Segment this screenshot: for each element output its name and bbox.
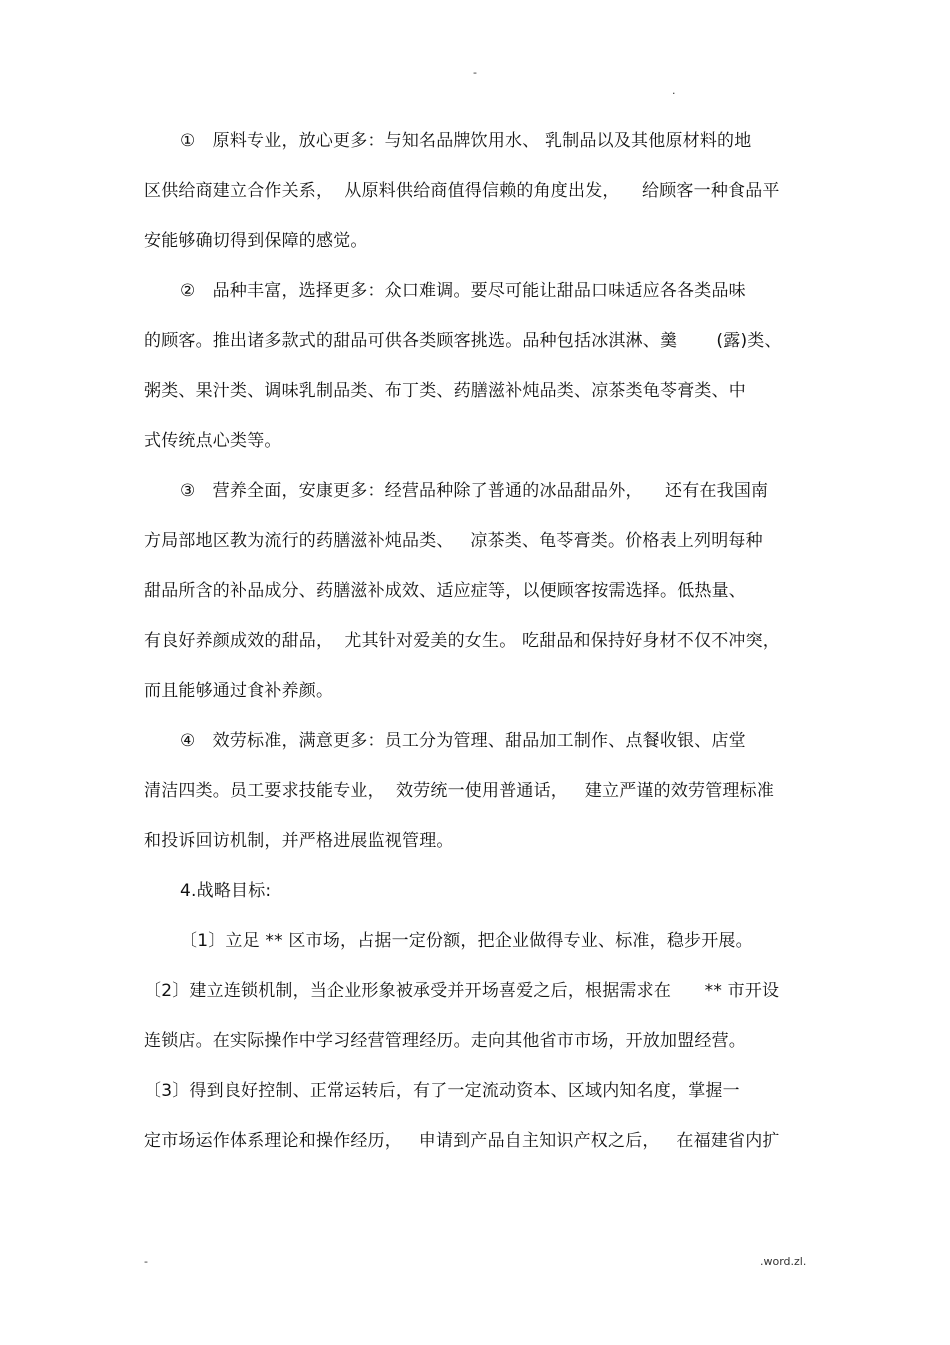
text-line: 区供给商建立合作关系， 从原料供给商值得信赖的角度出发， 给顾客一种食品平 [144, 181, 780, 201]
text-line: 而且能够通过食补养颜。 [144, 681, 334, 701]
text-line: ② 品种丰富，选择更多：众口难调。要尽可能让甜品口味适应各各类品味 [180, 281, 746, 301]
text-line: 和投诉回访机制，并严格进展监视管理。 [144, 831, 454, 851]
text-line: 〔2〕建立连锁机制，当企业形象被承受并开场喜爱之后，根据需求在 ** 市开设 [144, 981, 780, 1001]
text-line: 式传统点心类等。 [144, 431, 282, 451]
section-heading: 4.战略目标: [180, 881, 272, 901]
header-mark-right: . [672, 84, 676, 97]
text-line: 〔3〕得到良好控制、正常运转后，有了一定流动资本、区域内知名度，掌握一 [144, 1081, 740, 1101]
text-line: 连锁店。在实际操作中学习经营管理经历。走向其他省市市场，开放加盟经营。 [144, 1031, 746, 1051]
text-line: ③ 营养全面，安康更多：经营品种除了普通的冰品甜品外， 还有在我国南 [180, 481, 769, 501]
text-line: 方局部地区教为流行的药膳滋补炖品类、 凉茶类、龟苓膏类。价格表上列明每种 [144, 531, 763, 551]
text-line: 清洁四类。员工要求技能专业， 效劳统一使用普通话， 建立严谨的效劳管理标准 [144, 781, 775, 801]
text-line: 安能够确切得到保障的感觉。 [144, 231, 368, 251]
footer-mark-left: - [144, 1255, 148, 1268]
text-line: 〔1〕立足 ** 区市场，占据一定份额，把企业做得专业、标准，稳步开展。 [180, 931, 753, 951]
text-line: 定市场运作体系理论和操作经历， 申请到产品自主知识产权之后， 在福建省内扩 [144, 1131, 780, 1151]
text-line: 有良好养颜成效的甜品， 尤其针对爱美的女生。 吃甜品和保持好身材不仅不冲突， [144, 631, 781, 651]
header-mark-left: - [473, 66, 477, 79]
text-line: 的顾客。推出诸多款式的甜品可供各类顾客挑选。品种包括冰淇淋、羹 (露)类、 [144, 331, 782, 351]
footer-source: .word.zl. [760, 1255, 807, 1268]
text-line: 粥类、果汁类、调味乳制品类、布丁类、药膳滋补炖品类、凉茶类龟苓膏类、中 [144, 381, 746, 401]
text-line: ④ 效劳标准，满意更多：员工分为管理、甜品加工制作、点餐收银、店堂 [180, 731, 746, 751]
text-line: ① 原料专业，放心更多：与知名品牌饮用水、 乳制品以及其他原材料的地 [180, 131, 752, 151]
text-line: 甜品所含的补品成分、药膳滋补成效、适应症等，以便顾客按需选择。低热量、 [144, 581, 746, 601]
